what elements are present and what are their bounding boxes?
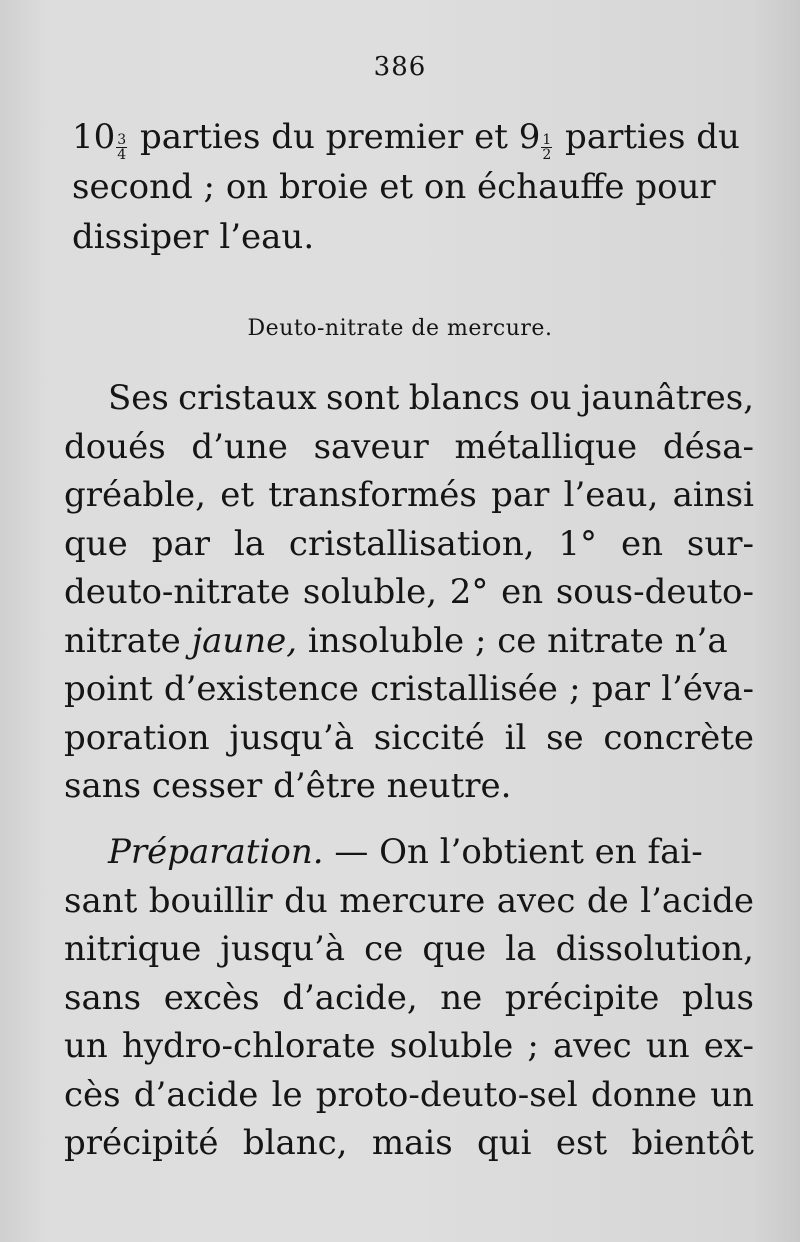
word: et [220, 475, 254, 515]
word: l’acide [640, 880, 754, 921]
word: cristaux [178, 378, 317, 418]
paragraph-line [64, 665, 754, 714]
word: jusqu’à [229, 717, 355, 758]
paragraph-line [64, 877, 754, 926]
word: cès [64, 1074, 121, 1115]
word: deuto-nitrate [64, 572, 291, 612]
paragraph-line [64, 471, 754, 520]
word: mais [371, 1123, 453, 1163]
word: d’une [191, 426, 288, 467]
word: cristallisée [370, 669, 558, 709]
paragraph-line [64, 974, 754, 1023]
paragraph-line [64, 828, 754, 877]
word: l’éva- [661, 669, 754, 709]
word: par [151, 523, 210, 564]
paragraph-line [64, 374, 754, 423]
word: soluble [389, 1026, 514, 1066]
word: un [710, 1074, 754, 1115]
word: poration [64, 717, 210, 758]
continuation-text-part: parties du [554, 117, 740, 157]
paragraph-line [64, 423, 754, 472]
word: en [501, 572, 544, 612]
paragraph-line [64, 617, 754, 666]
word: sans [64, 977, 142, 1018]
word: siccité [373, 717, 485, 758]
word: cristallisation, [288, 523, 535, 564]
word: l’eau, [563, 475, 659, 515]
paragraph-line [64, 714, 754, 763]
word: est [555, 1123, 608, 1163]
word: désa- [662, 426, 754, 467]
word: la [505, 929, 537, 969]
fraction-one-half [541, 133, 552, 162]
italic-word: jaune, [191, 620, 298, 661]
word: ; [569, 669, 581, 709]
word: d’acide [133, 1074, 259, 1115]
word: saveur [313, 426, 429, 467]
paragraph-description [64, 374, 754, 811]
fraction-numerator: 1 [542, 132, 552, 148]
word: Ses [108, 378, 169, 418]
word: précipite [504, 977, 660, 1018]
section-heading: Deuto-nitrate de mercure. [247, 316, 553, 341]
word: le [271, 1074, 303, 1115]
word: ce [364, 929, 404, 969]
paragraph-line [64, 1071, 754, 1120]
word: point [64, 669, 153, 709]
preparation-heading: Préparation. [108, 832, 324, 872]
word: blancs [408, 378, 520, 418]
word: du [284, 880, 328, 921]
word: sous-deuto- [555, 572, 754, 612]
fraction-numerator: 3 [117, 132, 127, 148]
paragraph-line: sans cesser d’être neutre. [64, 766, 512, 806]
word: avec [553, 1026, 632, 1066]
word: 1° [558, 523, 598, 564]
word: sont [325, 378, 400, 418]
word: hydro-chlorate [121, 1026, 376, 1066]
fraction-denominator: 2 [542, 147, 552, 163]
fraction-denominator: 4 [117, 147, 127, 163]
continuation-text [72, 112, 752, 262]
word: qui [477, 1123, 532, 1163]
word: de [586, 880, 629, 921]
word: d’existence [163, 669, 359, 709]
word: mercure [339, 880, 486, 921]
word: un [645, 1026, 690, 1066]
word: bouillir [148, 880, 273, 921]
word: doués [64, 426, 166, 467]
paragraph-preparation [64, 828, 754, 1168]
paragraph-text-part: insoluble ; ce nitrate n’a [297, 620, 728, 661]
word: 2° [449, 572, 489, 612]
word: jusqu’à [220, 929, 346, 969]
page-number: 386 [373, 52, 427, 82]
word: gréable, [64, 475, 206, 515]
paragraph-line [64, 568, 754, 617]
word: par [491, 475, 550, 515]
fraction-three-quarters [116, 133, 127, 162]
word: ou [529, 378, 572, 418]
paragraph-line [64, 925, 754, 974]
continuation-line-1 [72, 112, 752, 162]
paragraph-text-part: nitrate [64, 620, 192, 661]
word: avec [496, 880, 576, 921]
word: excès [163, 977, 260, 1018]
word: bientôt [631, 1123, 754, 1163]
paragraph-line [64, 1119, 754, 1168]
word: en [620, 523, 663, 564]
word: nitrique [64, 929, 202, 969]
word: plus [682, 977, 754, 1018]
word: sant [64, 880, 138, 921]
word: ; [527, 1026, 539, 1066]
paragraph-text-part: — On l’obtient en fai- [323, 832, 703, 872]
word: un [64, 1026, 108, 1066]
word: d’acide, [282, 977, 418, 1018]
continuation-line-2: second ; on broie et on échauffe pour [72, 167, 716, 207]
word: donne [590, 1074, 698, 1115]
continuation-text-part: 10 [72, 117, 116, 157]
word: ainsi [672, 475, 754, 515]
continuation-text-part: parties du premier et 9 [129, 117, 541, 157]
word: précipité [64, 1123, 219, 1163]
word: métallique [454, 426, 638, 467]
word: ne [440, 977, 483, 1018]
word: blanc, [242, 1123, 348, 1163]
word: dissolution, [555, 929, 754, 969]
word: sur- [686, 523, 754, 564]
word: que [64, 523, 128, 564]
word: concrète [603, 717, 754, 758]
paragraph-line [64, 1022, 754, 1071]
word: jaunâtres, [580, 378, 754, 418]
word: par [591, 669, 651, 709]
word: transformés [268, 475, 477, 515]
word: proto-deuto-sel [315, 1074, 578, 1115]
paragraph-line [64, 520, 754, 569]
word: ex- [703, 1026, 754, 1066]
word: que [422, 929, 487, 969]
word: la [233, 523, 266, 564]
continuation-line-3: dissiper l’eau. [72, 217, 315, 257]
word: soluble, [302, 572, 438, 612]
word: se [546, 717, 584, 758]
word: il [504, 717, 527, 758]
